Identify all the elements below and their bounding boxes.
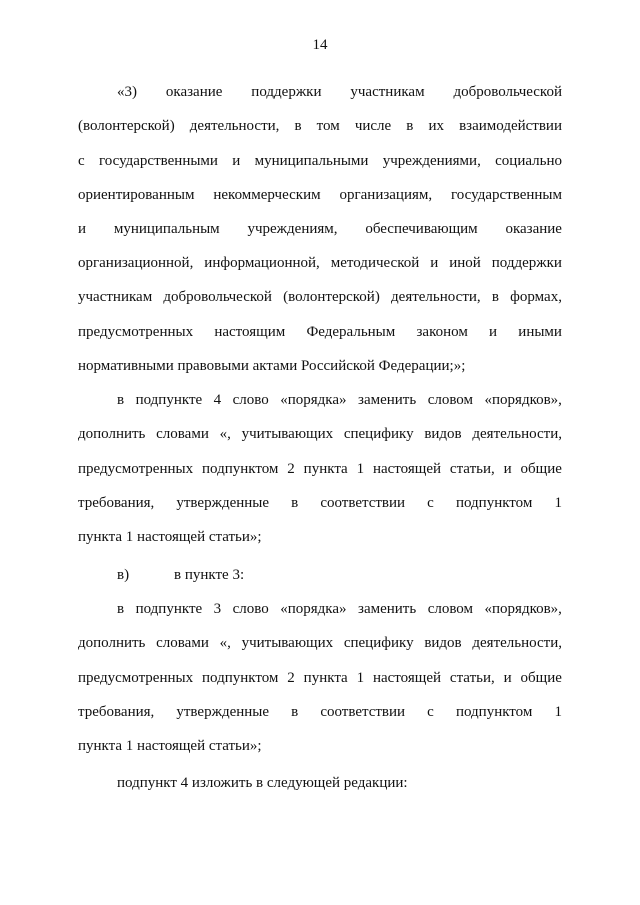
word: пункта bbox=[303, 461, 348, 477]
word: организациям, bbox=[339, 187, 433, 203]
word: организационной, bbox=[78, 255, 194, 271]
word: поддержки bbox=[251, 84, 322, 100]
word: иными bbox=[518, 324, 562, 340]
word: статьи, bbox=[449, 670, 495, 686]
item-v-text: в пункте 3: bbox=[174, 567, 245, 583]
word: социально bbox=[495, 153, 562, 169]
paragraph3-line2 bbox=[78, 634, 562, 652]
word: предусмотренных bbox=[78, 670, 194, 686]
paragraph3-line4 bbox=[78, 703, 562, 721]
word: добровольческой bbox=[163, 289, 272, 305]
word: (волонтерской) bbox=[283, 289, 380, 305]
paragraph1-line8 bbox=[78, 323, 562, 341]
word: взаимодействии bbox=[459, 118, 562, 134]
word: 4 bbox=[213, 392, 222, 408]
word: участникам bbox=[78, 289, 153, 305]
word: слово bbox=[232, 601, 269, 617]
word: государственным bbox=[451, 187, 562, 203]
paragraph1-line2 bbox=[78, 117, 562, 135]
word: видов bbox=[424, 426, 462, 442]
word: подпункте bbox=[135, 392, 203, 408]
word: оказание bbox=[165, 84, 223, 100]
word: их bbox=[428, 118, 444, 134]
word: подпункте bbox=[135, 601, 203, 617]
word: участникам bbox=[350, 84, 425, 100]
word: подпунктом bbox=[201, 670, 279, 686]
word: и bbox=[503, 461, 512, 477]
word: настоящим bbox=[214, 324, 286, 340]
word: обеспечивающим bbox=[365, 221, 478, 237]
paragraph2-line2 bbox=[78, 425, 562, 443]
word: требования, bbox=[78, 495, 155, 511]
word: учреждениями, bbox=[382, 153, 481, 169]
paragraph4-line1: подпункт 4 изложить в следующей редакции: bbox=[117, 775, 408, 791]
word: в bbox=[117, 392, 125, 408]
word: оказание bbox=[505, 221, 562, 237]
paragraph1-line1 bbox=[117, 83, 562, 101]
word: статьи, bbox=[449, 461, 495, 477]
word: утвержденные bbox=[176, 495, 270, 511]
word: учитывающих bbox=[241, 635, 334, 651]
paragraph2-line1 bbox=[117, 391, 562, 409]
paragraph3-line5: пункта 1 настоящей статьи»; bbox=[78, 738, 262, 754]
paragraph3-line1 bbox=[117, 600, 562, 618]
word: ориентированным bbox=[78, 187, 195, 203]
word: «порядков», bbox=[484, 392, 562, 408]
word: словом bbox=[427, 601, 474, 617]
word: общие bbox=[520, 670, 562, 686]
word: деятельности, bbox=[189, 118, 280, 134]
word: муниципальными bbox=[254, 153, 369, 169]
word: поддержки bbox=[491, 255, 562, 271]
paragraph1-line7 bbox=[78, 288, 562, 306]
word: Федеральным bbox=[306, 324, 396, 340]
paragraph3-line3 bbox=[78, 669, 562, 687]
word: предусмотренных bbox=[78, 324, 194, 340]
word: добровольческой bbox=[453, 84, 562, 100]
word: подпунктом bbox=[201, 461, 279, 477]
page-number: 14 bbox=[312, 37, 328, 53]
word: учитывающих bbox=[241, 426, 334, 442]
paragraph1-line4 bbox=[78, 186, 562, 204]
word: в bbox=[117, 601, 125, 617]
word: и bbox=[232, 153, 241, 169]
word: подпунктом bbox=[455, 704, 533, 720]
paragraph1-line9: нормативными правовыми актами Российской Федерации;»; bbox=[78, 358, 466, 374]
paragraph2-line5: пункта 1 настоящей статьи»; bbox=[78, 529, 262, 545]
word: «, bbox=[219, 635, 231, 651]
word: «порядков», bbox=[484, 601, 562, 617]
word: государственными bbox=[98, 153, 218, 169]
word: информационной, bbox=[204, 255, 320, 271]
word: заменить bbox=[358, 601, 417, 617]
word: 1 bbox=[554, 704, 562, 720]
word: 1 bbox=[554, 495, 562, 511]
item-v-letter: в) bbox=[117, 567, 130, 583]
word: настоящей bbox=[372, 461, 442, 477]
word: и bbox=[503, 670, 512, 686]
word: и bbox=[489, 324, 498, 340]
word: муниципальным bbox=[113, 221, 220, 237]
word: в bbox=[294, 118, 302, 134]
word: подпунктом bbox=[455, 495, 533, 511]
word: числе bbox=[354, 118, 392, 134]
word: в bbox=[291, 495, 299, 511]
word: деятельности, bbox=[391, 289, 481, 305]
word: том bbox=[316, 118, 340, 134]
word: дополнить bbox=[78, 635, 146, 651]
word: общие bbox=[520, 461, 562, 477]
word: пункта bbox=[303, 670, 348, 686]
word: (волонтерской) bbox=[78, 118, 175, 134]
word: 2 bbox=[287, 670, 295, 686]
word: в bbox=[406, 118, 414, 134]
word: «3) bbox=[117, 84, 137, 100]
word: деятельности, bbox=[472, 635, 562, 651]
word: 1 bbox=[356, 461, 365, 477]
word: словами bbox=[156, 426, 209, 442]
word: дополнить bbox=[78, 426, 146, 442]
paragraph2-line4 bbox=[78, 494, 562, 512]
word: законом bbox=[416, 324, 468, 340]
word: учреждениям, bbox=[247, 221, 338, 237]
word: видов bbox=[424, 635, 462, 651]
word: соответствии bbox=[320, 495, 406, 511]
word: соответствии bbox=[320, 704, 406, 720]
word: настоящей bbox=[372, 670, 442, 686]
word: иной bbox=[449, 255, 481, 271]
word: некоммерческим bbox=[213, 187, 321, 203]
word: 2 bbox=[287, 461, 295, 477]
paragraph2-line3 bbox=[78, 460, 562, 478]
paragraph1-line6 bbox=[78, 254, 562, 272]
word: в bbox=[291, 704, 299, 720]
word: 1 bbox=[356, 670, 365, 686]
word: специфику bbox=[343, 426, 414, 442]
word: в bbox=[491, 289, 499, 305]
word: специфику bbox=[343, 635, 414, 651]
paragraph1-line3 bbox=[78, 152, 562, 170]
word: и bbox=[78, 221, 87, 237]
paragraph1-line5 bbox=[78, 220, 562, 238]
word: «, bbox=[219, 426, 231, 442]
word: «порядка» bbox=[280, 601, 347, 617]
word: словом bbox=[427, 392, 474, 408]
word: заменить bbox=[358, 392, 417, 408]
word: с bbox=[78, 153, 85, 169]
word: «порядка» bbox=[280, 392, 347, 408]
word: деятельности, bbox=[472, 426, 562, 442]
word: с bbox=[427, 704, 434, 720]
word: с bbox=[427, 495, 434, 511]
word: слово bbox=[232, 392, 269, 408]
word: формах, bbox=[510, 289, 562, 305]
word: словами bbox=[156, 635, 209, 651]
word: предусмотренных bbox=[78, 461, 194, 477]
word: методической bbox=[330, 255, 420, 271]
word: требования, bbox=[78, 704, 155, 720]
word: 3 bbox=[213, 601, 222, 617]
word: утвержденные bbox=[176, 704, 270, 720]
word: и bbox=[430, 255, 439, 271]
